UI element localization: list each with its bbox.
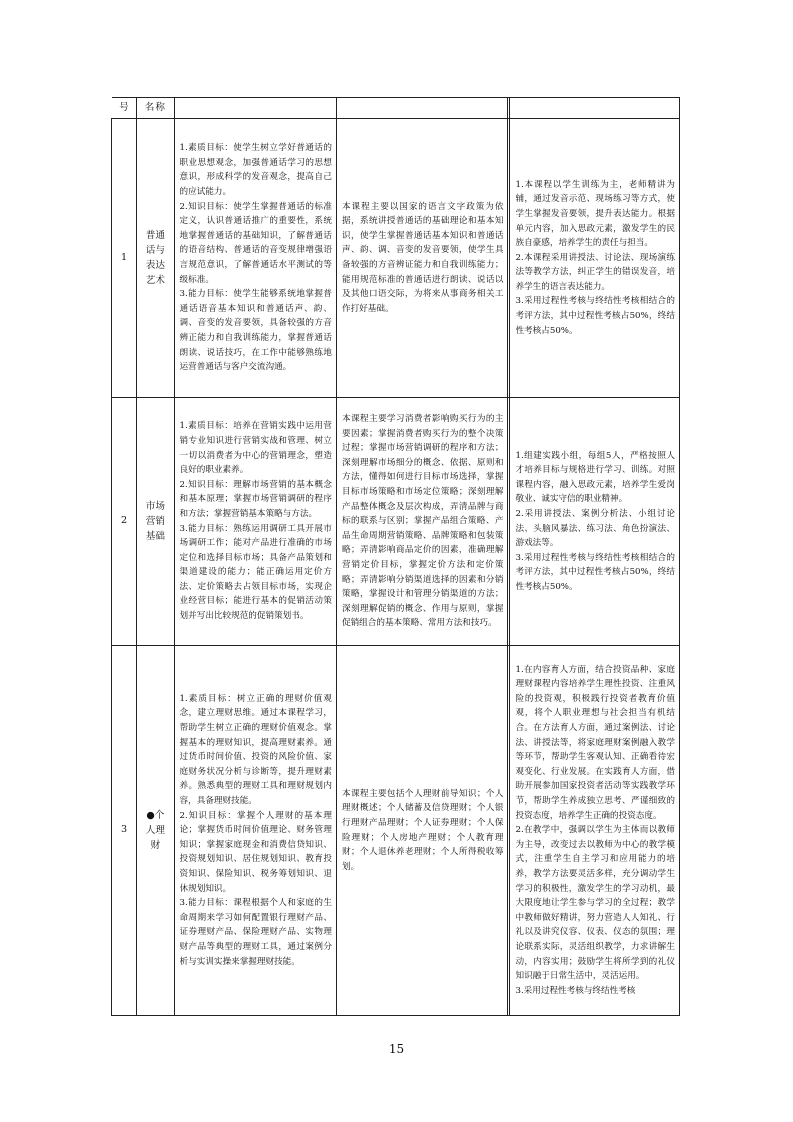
header-goal [174, 98, 336, 119]
header-name: 名称 [137, 98, 174, 119]
goal-paragraph: 1.素质目标：树立正确的理财价值观念，建立理财思维。通过本课程学习，帮助学生树立正确的理财价值观念。掌握基本的理财知识，提高理财素养。通过货币时间价值、投资的风险价值、家庭财务状况分析与诊断等，提升理财素养。熟悉典型的理财工具和理财规划内容，具备理财技能。 [179, 693, 332, 807]
course-method [510, 646, 680, 1016]
goal-paragraph: 3.能力目标：课程根据个人和家庭的生命周期来学习如何配置银行理财产品、证券理财产品、保险理财产品、实物理财产品等典型的理财工具，通过案例分析与实训实操来掌握理财技能。 [179, 898, 332, 967]
goal-paragraph: 3.能力目标：熟练运用调研工具开展市场调研工作；能对产品进行准确的市场定位和选择目标市场；具备产品策划和渠道建设的能力；能正确运用定价方法、定价策略去占领目标市场，实现企业经营目标；能进行基本的促销活动策划并写出比较规范的促销策划书。 [179, 523, 332, 622]
row-index: 1 [112, 119, 137, 398]
row-index: 2 [112, 398, 137, 646]
header-content [336, 98, 508, 119]
method-paragraph: 1.组建实践小组，每组5人，严格按照人才培养目标与规格进行学习、训练。对照课程内容，融入思政元素，培养学生爱岗敬业、诚实守信的职业精神。 [515, 450, 675, 505]
goal-paragraph: 1.素质目标：使学生树立学好普通话的职业思想观念，加强普通话学习的思想意识，形成科学的发音观念，提高自己的应试能力。 [179, 143, 332, 198]
course-content: 本课程主要学习消费者影响购买行为的主要因素；掌握消费者购买行为的整个决策过程；掌握市场营销调研的程序和方法；深刻理解市场细分的概念、依据、原则和方法，懂得如何进行目标市场选择，掌握目标市场策略和市场定位策略；深刻理解产品整体概念及层次构成，弄清品牌与商标的联系与区别；掌握产品组合策略、产品生命周期营销策略、品牌策略和包装策略；弄清影响商品定价的因素，准确理解营销定价目标，掌握定价方法和定价策略；弄清影响分销渠道选择的因素和分销策略，掌握设计和管理分销渠道的方法；深刻理解促销的概念、作用与原则，掌握促销组合的基本策略、常用方法和技巧。 [336, 398, 508, 646]
row-index: 3 [112, 646, 137, 1016]
goal-paragraph: 2.知识目标：理解市场营销的基本概念和基本原理；掌握市场营销调研的程序和方法；掌握营销基本策略与方法。 [179, 479, 332, 519]
table-row [112, 646, 680, 1016]
goal-paragraph: 2.知识目标：掌握个人理财的基本理论；掌握货币时间价值理论、财务管理知识；掌握家庭现金和消费信贷知识、投资规划知识、居住规划知识、教育投资知识、保险知识、税务筹划知识、退休规划知识。 [179, 810, 332, 894]
table-row [112, 119, 680, 398]
header-method [510, 98, 680, 119]
course-content: 本课程主要包括个人理财前导知识；个人理财概述；个人储蓄及信贷理财；个人银行理财产品理财；个人证券理财；个人保险理财；个人房地产理财；个人教育理财；个人退休养老理财；个人所得税收筹划。 [336, 646, 508, 1016]
course-goal [174, 119, 336, 398]
method-paragraph: 2.在教学中，强调以学生为主体而以教师为主导，改变过去以教师为中心的教学模式，注重学生自主学习和应用能力的培养，教学方法要灵活多样，充分调动学生学习的积极性，激发学生的学习动机，最大限度地让学生参与学习的全过程；教学中教师做好精讲，努力营造人人知礼、行礼以及讲究仪容、仪表、仪态的氛围；理论联系实际，灵活组织教学，力求讲解生动，内容实用；鼓励学生将所学到的礼仪知识融于日常生活中，灵活运用。 [515, 825, 675, 982]
course-method [510, 119, 680, 398]
course-content: 本课程主要以国家的语言文字政策为依据，系统讲授普通话的基础理论和基本知识，使学生掌握普通话基本知识和普通话声、韵、调、音变的发音要领，使学生具备较强的方音辨证能力和自我训练能力；能用规范标准的普通话进行朗读、说话以及其他口语交际，为将来从事商务相关工作打好基础。 [336, 119, 508, 398]
method-paragraph: 3.采用过程性考核与终结性考核相结合的考评方法，其中过程性考核占50%，终结性考核占50%。 [515, 296, 675, 336]
course-goal [174, 398, 336, 646]
method-paragraph: 2.本课程采用讲授法、讨论法、现场演练法等教学方法，纠正学生的错误发音，培养学生的语言表达能力。 [515, 252, 675, 292]
curriculum-table [111, 97, 680, 1016]
header-index: 号 [112, 98, 137, 119]
goal-paragraph: 2.知识目标：使学生掌握普通话的标准定义，认识普通话推广的重要性，系统地掌握普通话的基础知识，了解普通话的语音结构、普通话的音变规律增强语言规范意识，了解普通话水平测试的等级标准。 [179, 201, 332, 285]
course-method [510, 398, 680, 646]
course-name: ●个人理财 [137, 646, 174, 1016]
method-paragraph: 1.本课程以学生训练为主，老师精讲为辅，通过发音示范、现场练习等方式，使学生掌握发音要领，提升表达能力。根据单元内容，加入思政元素，激发学生的民族自豪感，培养学生的责任与担当。 [515, 179, 675, 249]
course-goal [174, 646, 336, 1016]
goal-paragraph: 1.素质目标：培养在营销实践中运用营销专业知识进行营销实战和管理、树立一切以消费者为中心的营销理念，塑造良好的职业素养。 [179, 421, 332, 476]
method-paragraph: 3.采用过程性考核与终结性考核 [515, 985, 636, 996]
table-header-row [112, 98, 680, 119]
course-name: 普通话与表达艺术 [137, 119, 174, 398]
table-row [112, 398, 680, 646]
method-paragraph: 1.在内容育人方面，结合投资品种、家庭理财课程内容培养学生理性投资、注重风险的投资观，积极践行投资者教育价值观，将个人职业理想与社会担当有机结合。在方法育人方面，通过案例法、讨论法、讲授法等，将家庭理财案例融入教学等环节，帮助学生客观认知、正确看待宏观变化、行业发展。在实践育人方面，借助开展参加国家投资者活动等实践教学环节，帮助学生养成独立思考、严谨细致的投资态度，培养学生正确的投资态度。 [515, 664, 675, 821]
method-paragraph: 2.采用讲授法、案例分析法、小组讨论法、头脑风暴法、练习法、角色扮演法、游戏法等。 [515, 508, 675, 549]
course-name: 市场营销基础 [137, 398, 174, 646]
page-number: 15 [388, 1042, 405, 1056]
goal-paragraph: 3.能力目标：使学生能够系统地掌握普通话语音基本知识和普通话声、韵、调、音变的发音要领，具备较强的方音辨正能力和自我训练能力，掌握普通话朗读、说话技巧，在工作中能够熟练地运营普通话与客户交流沟通。 [179, 289, 332, 373]
method-paragraph: 3.采用过程性考核与终结性考核相结合的考评方法，其中过程性考核占50%，终结性考核占50%。 [515, 552, 675, 592]
